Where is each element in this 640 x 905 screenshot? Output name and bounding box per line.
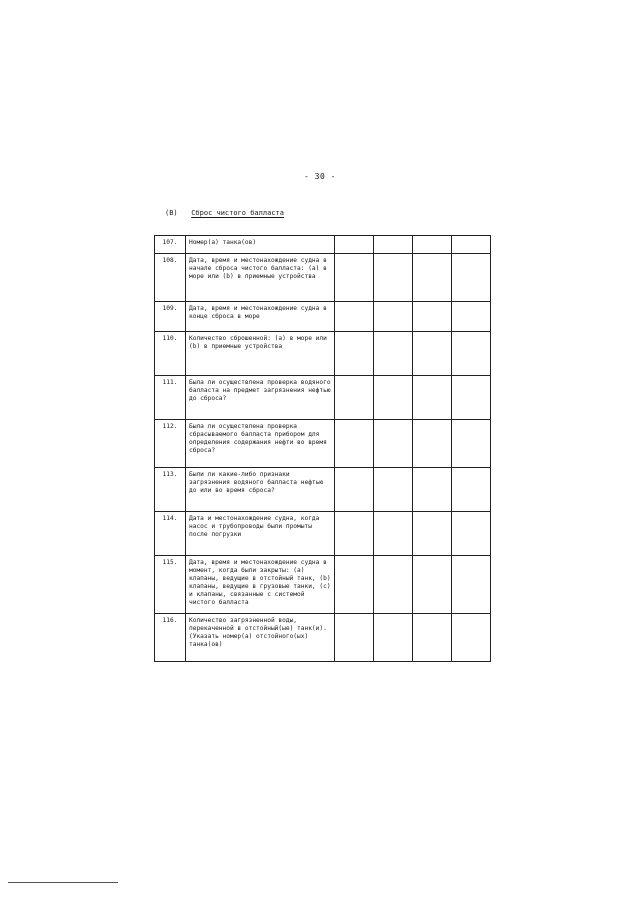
- entry-cell: [452, 254, 491, 302]
- row-number: 111.: [155, 376, 186, 420]
- entry-cell: [452, 468, 491, 512]
- table-row: [155, 512, 491, 556]
- entry-cell: [335, 302, 374, 332]
- table-row: [155, 614, 491, 662]
- row-description: Дата, время и местонахождение судна в момент, когда были закрыты: (а) клапаны, ведущие в отстойный танк, (b) клапаны, ведущие в грузовые танки, (с) и клапаны, связанные с системой чистого балласта: [186, 556, 335, 614]
- row-number: 109.: [155, 302, 186, 332]
- entry-cell: [374, 376, 413, 420]
- row-description: Дата, время и местонахождение судна в начале сброса чистого балласта: (а) в море или (b) в приемные устройства: [186, 254, 335, 302]
- entry-cell: [452, 420, 491, 468]
- section-heading: [165, 209, 284, 217]
- entry-cell: [374, 614, 413, 662]
- row-description: Количество сброшенной: (а) в море или (b) в приемные устройства: [186, 332, 335, 376]
- row-description: Была ли осуществлена проверка водяного балласта на предмет загрязнения нефтью до сброса?: [186, 376, 335, 420]
- row-number: 116.: [155, 614, 186, 662]
- section-title: Сброс чистого балласта: [191, 209, 284, 217]
- row-description: Дата и местонахождение судна, когда насос и трубопроводы были промыты после погрузки: [186, 512, 335, 556]
- section-marker: (B): [165, 209, 178, 217]
- table-row: [155, 376, 491, 420]
- row-description: Была ли осуществлена проверка сбрасываемого балласта прибором для определения содержания нефти во время сброса?: [186, 420, 335, 468]
- table-row: [155, 254, 491, 302]
- table-row: [155, 302, 491, 332]
- row-description: Дата, время и местонахождение судна в конце сброса в море: [186, 302, 335, 332]
- entry-cell: [452, 332, 491, 376]
- entry-cell: [335, 614, 374, 662]
- entry-cell: [452, 302, 491, 332]
- entry-cell: [413, 512, 452, 556]
- entry-cell: [374, 332, 413, 376]
- ballast-log-table: [154, 235, 491, 662]
- entry-cell: [374, 254, 413, 302]
- row-number: 112.: [155, 420, 186, 468]
- entry-cell: [413, 614, 452, 662]
- entry-cell: [413, 332, 452, 376]
- entry-cell: [335, 556, 374, 614]
- table-row: [155, 332, 491, 376]
- row-description: Номер(а) танка(ов): [186, 236, 335, 254]
- entry-cell: [413, 556, 452, 614]
- entry-cell: [413, 420, 452, 468]
- row-number: 110.: [155, 332, 186, 376]
- entry-cell: [335, 512, 374, 556]
- entry-cell: [413, 236, 452, 254]
- entry-cell: [413, 376, 452, 420]
- row-description: Количество загрязненной воды, перекаченной в отстойный(ые) танк(и). (Указать номер(а) отстойного(ых) танка(ов): [186, 614, 335, 662]
- entry-cell: [452, 512, 491, 556]
- page-number: - 30 -: [304, 172, 336, 181]
- entry-cell: [413, 302, 452, 332]
- row-number: 108.: [155, 254, 186, 302]
- entry-cell: [374, 302, 413, 332]
- entry-cell: [452, 556, 491, 614]
- row-number: 115.: [155, 556, 186, 614]
- entry-cell: [374, 468, 413, 512]
- entry-cell: [335, 236, 374, 254]
- table-row: [155, 468, 491, 512]
- entry-cell: [335, 468, 374, 512]
- entry-cell: [374, 556, 413, 614]
- entry-cell: [374, 236, 413, 254]
- table-row: [155, 420, 491, 468]
- row-number: 107.: [155, 236, 186, 254]
- row-number: 114.: [155, 512, 186, 556]
- row-description: Были ли какие-либо признаки загрязнения водяного балласта нефтью до или во время сброса?: [186, 468, 335, 512]
- entry-cell: [413, 468, 452, 512]
- entry-cell: [452, 236, 491, 254]
- entry-cell: [335, 376, 374, 420]
- table-row: [155, 236, 491, 254]
- footer-rule: [8, 882, 118, 883]
- entry-cell: [374, 420, 413, 468]
- entry-cell: [335, 254, 374, 302]
- entry-cell: [413, 254, 452, 302]
- entry-cell: [452, 376, 491, 420]
- row-number: 113.: [155, 468, 186, 512]
- entry-cell: [452, 614, 491, 662]
- entry-cell: [335, 332, 374, 376]
- table-row: [155, 556, 491, 614]
- entry-cell: [335, 420, 374, 468]
- entry-cell: [374, 512, 413, 556]
